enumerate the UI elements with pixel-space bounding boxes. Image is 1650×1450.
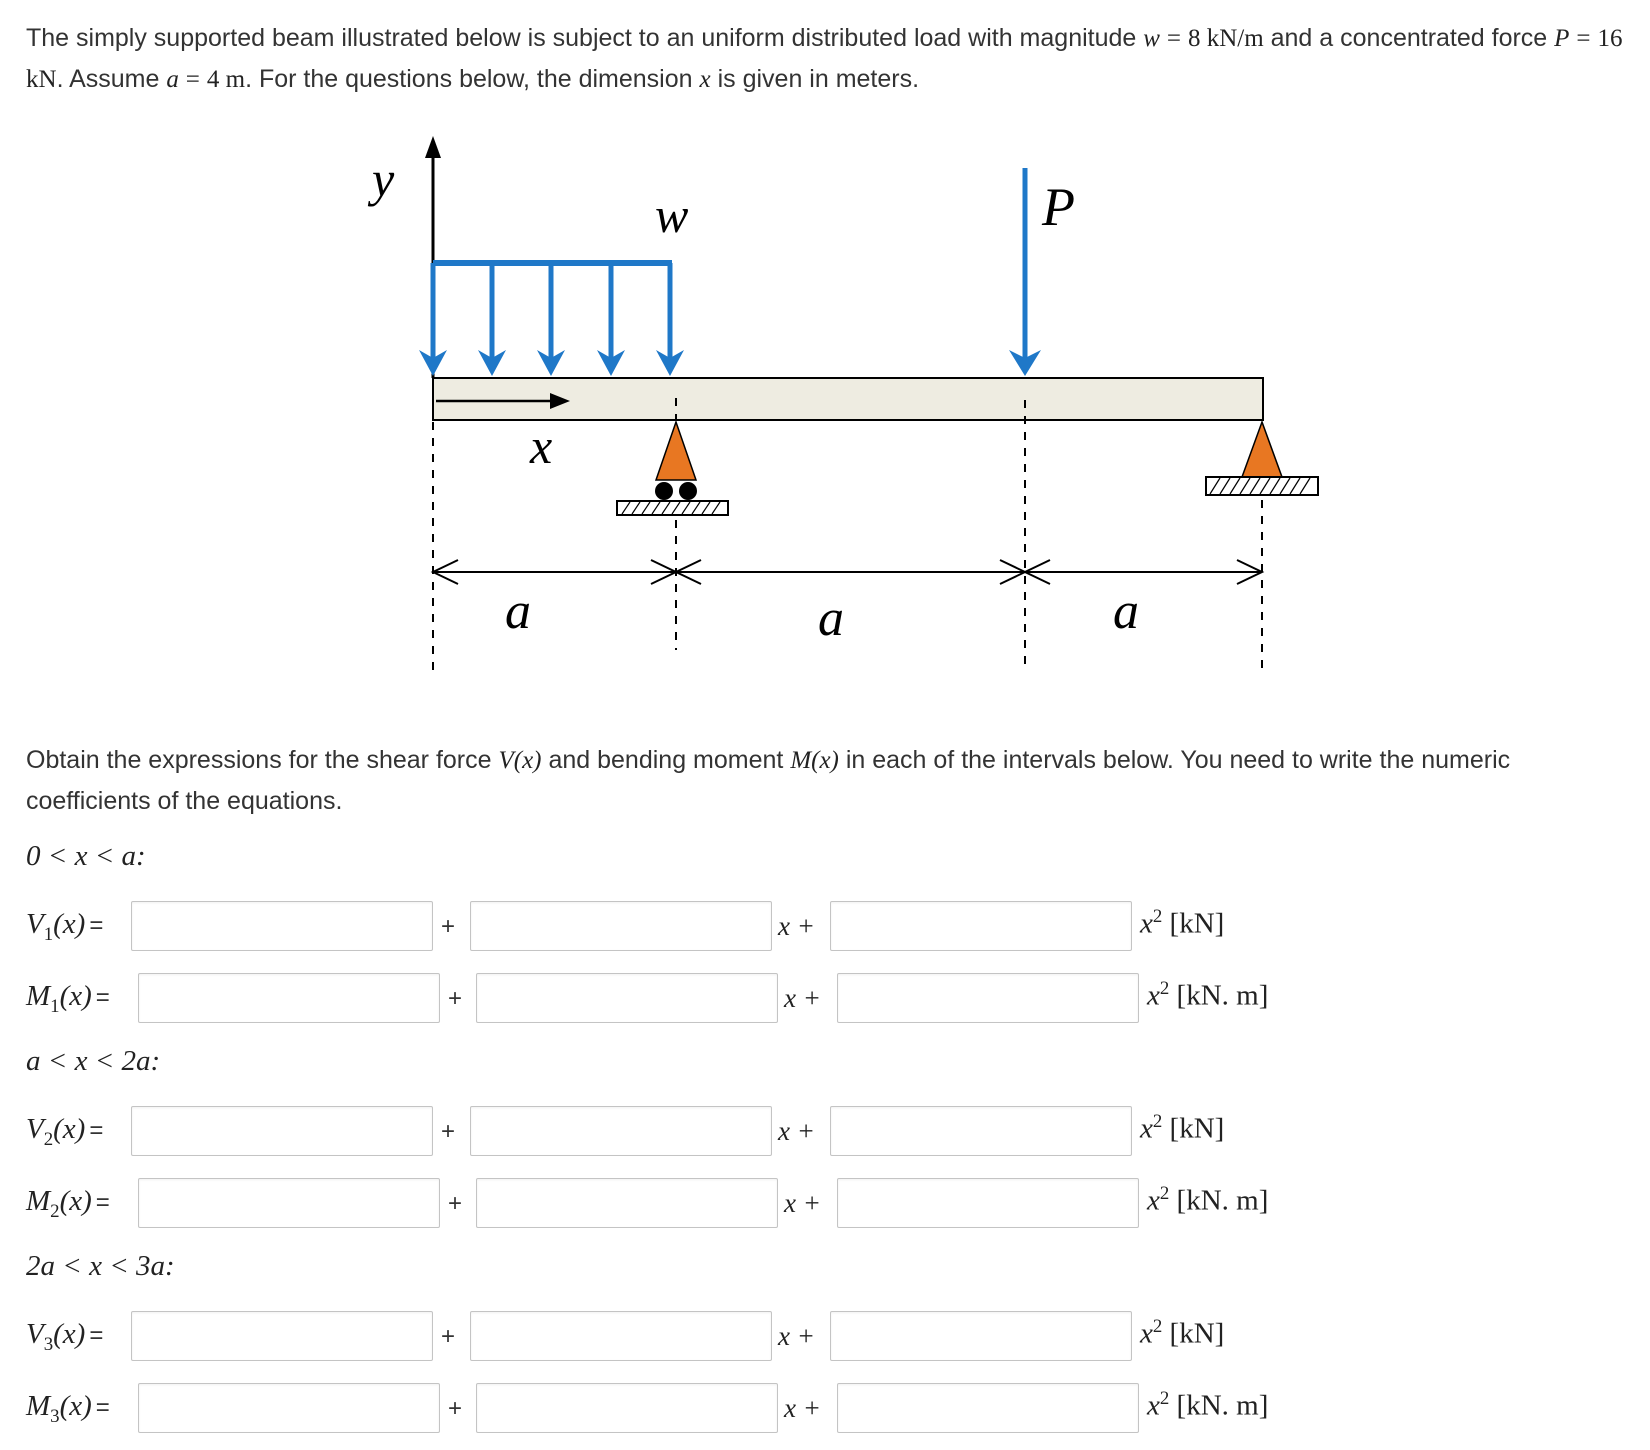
v1-x-plus: x + — [778, 911, 815, 941]
m2-unit-text: [kN. m] — [1176, 1184, 1269, 1217]
v2-plus: + — [441, 1118, 456, 1145]
v2-symbol: V — [26, 1113, 44, 1145]
v3-unit-text: [kN] — [1169, 1317, 1225, 1350]
dimension-label-a-3: a — [1113, 583, 1139, 640]
v2-linear-input[interactable] — [470, 1106, 772, 1156]
m1-symbol: M — [26, 980, 51, 1012]
v2-unit — [1140, 1111, 1224, 1146]
m2-constant-input[interactable] — [138, 1178, 440, 1228]
v1-label — [26, 908, 103, 946]
v1-unit-text: [kN] — [1169, 907, 1225, 940]
obtain-text-2: and bending moment — [548, 746, 784, 774]
v1-equals: = — [89, 912, 104, 939]
shear-symbol: V(x) — [498, 747, 542, 774]
x-symbol: x — [699, 66, 711, 93]
intro-text-5: is given in meters. — [717, 65, 920, 93]
m3-subscript: 3 — [50, 1405, 60, 1427]
m3-unit-text: [kN. m] — [1176, 1389, 1269, 1422]
m2-x2-base: x — [1147, 1184, 1160, 1217]
v2-x-plus: x + — [778, 1116, 815, 1146]
equals-sign: = — [185, 66, 200, 93]
v2-label — [26, 1113, 103, 1151]
v3-symbol: V — [26, 1318, 44, 1350]
v1-unit — [1140, 906, 1224, 941]
m2-linear-input[interactable] — [476, 1178, 778, 1228]
a-symbol: a — [166, 66, 179, 93]
m3-quadratic-input[interactable] — [837, 1383, 1139, 1433]
v2-argument: (x) — [53, 1113, 86, 1145]
a-value: 4 m — [206, 66, 246, 93]
m2-label — [26, 1185, 110, 1223]
v3-constant-input[interactable] — [131, 1311, 433, 1361]
m1-linear-input[interactable] — [476, 973, 778, 1023]
v1-symbol: V — [26, 908, 44, 940]
v3-quadratic-input[interactable] — [830, 1311, 1132, 1361]
w-value: 8 kN/m — [1187, 25, 1264, 52]
v3-linear-input[interactable] — [470, 1311, 772, 1361]
intro-text-1: The simply supported beam illustrated below is subject to an uniform distributed load with magnitude — [26, 24, 1137, 52]
m1-x-plus: x + — [784, 983, 821, 1013]
interval-label-3: 2a < x < 3a: — [26, 1250, 175, 1282]
intro-text-4: . For the questions below, the dimension — [245, 65, 693, 93]
p-symbol: P — [1554, 25, 1570, 52]
v3-subscript: 3 — [43, 1333, 54, 1355]
v3-label — [26, 1318, 103, 1356]
v3-x2-base: x — [1140, 1317, 1153, 1350]
v1-constant-input[interactable] — [131, 901, 433, 951]
m3-argument: (x) — [59, 1390, 92, 1422]
m2-quadratic-input[interactable] — [837, 1178, 1139, 1228]
v1-linear-input[interactable] — [470, 901, 772, 951]
m1-x2-base: x — [1147, 979, 1160, 1012]
m1-unit — [1147, 978, 1268, 1013]
v2-constant-input[interactable] — [131, 1106, 433, 1156]
m1-unit-text: [kN. m] — [1176, 979, 1269, 1012]
w-label: w — [655, 187, 689, 243]
m1-argument: (x) — [59, 980, 92, 1012]
distributed-load — [419, 263, 684, 376]
v1-plus: + — [441, 913, 456, 940]
w-symbol: w — [1143, 25, 1160, 52]
m3-label — [26, 1390, 110, 1428]
v3-x2-exp: 2 — [1152, 1316, 1163, 1337]
interval-label-2: a < x < 2a: — [26, 1045, 161, 1077]
m1-subscript: 1 — [50, 995, 60, 1017]
v2-subscript: 2 — [43, 1128, 54, 1150]
roller-support — [617, 422, 728, 515]
m2-subscript: 2 — [50, 1200, 60, 1222]
m1-constant-input[interactable] — [138, 973, 440, 1023]
v2-unit-text: [kN] — [1169, 1112, 1225, 1145]
dimension-label-a-1: a — [505, 583, 531, 640]
v1-quadratic-input[interactable] — [830, 901, 1132, 951]
v3-unit — [1140, 1316, 1224, 1351]
beam-diagram — [0, 0, 1650, 700]
m1-label — [26, 980, 110, 1018]
m3-constant-input[interactable] — [138, 1383, 440, 1433]
intro-text-2: and a concentrated force — [1270, 24, 1548, 52]
m2-symbol: M — [26, 1185, 51, 1217]
pin-support — [1206, 422, 1318, 495]
obtain-text-1: Obtain the expressions for the shear force — [26, 746, 492, 774]
m3-symbol: M — [26, 1390, 51, 1422]
m3-equals: = — [95, 1394, 110, 1421]
v1-argument: (x) — [53, 908, 86, 940]
m1-equals: = — [95, 984, 110, 1011]
x-axis-label: x — [530, 418, 553, 474]
m2-x2-exp: 2 — [1159, 1183, 1170, 1204]
m3-plus: + — [448, 1395, 463, 1422]
v3-x-plus: x + — [778, 1321, 815, 1351]
m1-x2-exp: 2 — [1159, 978, 1170, 999]
v1-subscript: 1 — [43, 923, 54, 945]
m2-x-plus: x + — [784, 1188, 821, 1218]
m2-argument: (x) — [59, 1185, 92, 1217]
m1-quadratic-input[interactable] — [837, 973, 1139, 1023]
m3-x2-base: x — [1147, 1389, 1160, 1422]
m1-plus: + — [448, 985, 463, 1012]
v2-quadratic-input[interactable] — [830, 1106, 1132, 1156]
equals-sign: = — [1576, 25, 1591, 52]
y-axis-label: y — [372, 151, 395, 207]
equals-sign: = — [1166, 25, 1182, 52]
obtain-text-3: in each of the intervals below. You need to write the numeric coefficients of the equations. — [26, 746, 1511, 815]
v2-equals: = — [89, 1117, 104, 1144]
m2-unit — [1147, 1183, 1268, 1218]
v3-plus: + — [441, 1323, 456, 1350]
m3-x-plus: x + — [784, 1393, 821, 1423]
p-label: P — [1042, 177, 1075, 237]
interval-label-1: 0 < x < a: — [26, 840, 146, 872]
m3-unit — [1147, 1388, 1268, 1423]
moment-symbol: M(x) — [790, 747, 839, 774]
v3-equals: = — [89, 1322, 104, 1349]
p-value: 16 kN — [26, 25, 1623, 93]
dimension-line — [433, 560, 1262, 584]
v2-x2-base: x — [1140, 1112, 1153, 1145]
intro-text-3: . Assume — [56, 65, 160, 93]
point-load-p — [1009, 168, 1041, 376]
m3-x2-exp: 2 — [1159, 1388, 1170, 1409]
v2-x2-exp: 2 — [1152, 1111, 1163, 1132]
v3-argument: (x) — [53, 1318, 86, 1350]
m3-linear-input[interactable] — [476, 1383, 778, 1433]
instructions-text — [26, 740, 1636, 821]
m2-plus: + — [448, 1190, 463, 1217]
m2-equals: = — [95, 1189, 110, 1216]
v1-x2-exp: 2 — [1152, 906, 1163, 927]
v1-x2-base: x — [1140, 907, 1153, 940]
dimension-label-a-2: a — [818, 590, 844, 647]
